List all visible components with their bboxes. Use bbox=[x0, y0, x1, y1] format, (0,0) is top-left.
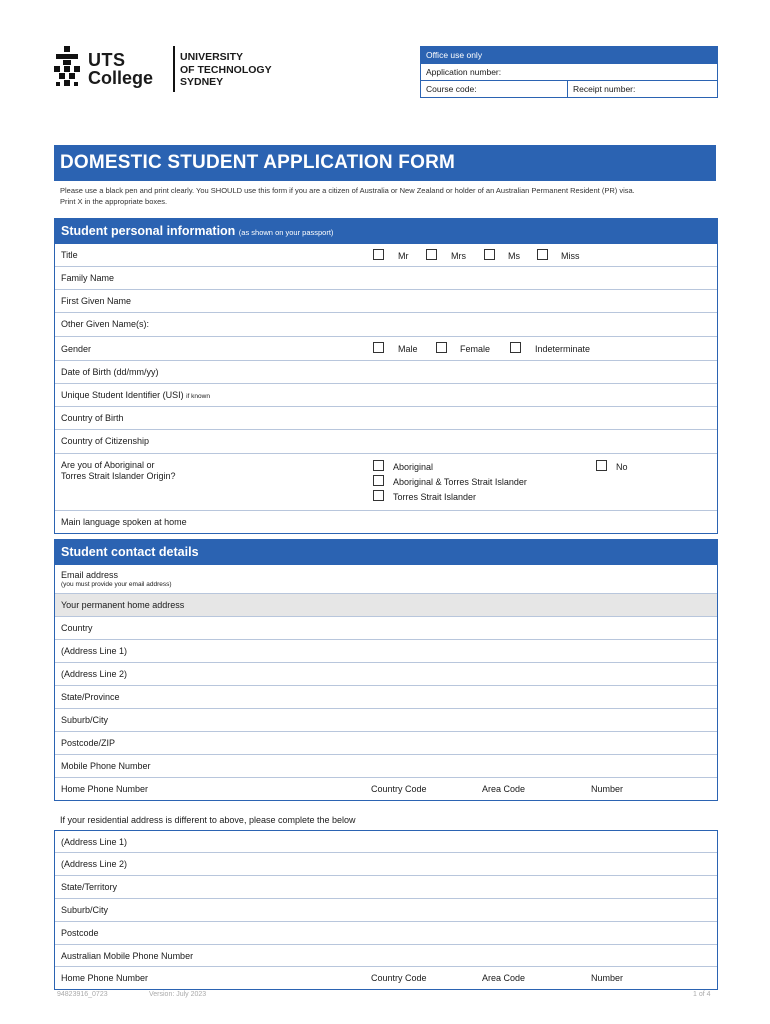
aboriginal-tsi-label: Aboriginal & Torres Strait Islander bbox=[393, 477, 527, 487]
home-phone-area-code: Area Code bbox=[482, 784, 526, 794]
main-language-row[interactable] bbox=[55, 510, 717, 533]
other-given-names-row[interactable] bbox=[55, 312, 717, 336]
aboriginal-question-line2: Torres Strait Islander Origin? bbox=[61, 471, 176, 481]
personal-info-heading bbox=[55, 219, 717, 244]
intro-text bbox=[60, 186, 710, 207]
res-address-line1-row[interactable] bbox=[55, 831, 717, 852]
gender-female-checkbox[interactable] bbox=[436, 342, 447, 353]
aboriginal-label: Aboriginal bbox=[393, 462, 434, 472]
gender-male-label: Male bbox=[398, 344, 418, 354]
title-ms-label: Ms bbox=[508, 251, 520, 261]
res-address-line2-label: (Address Line 2) bbox=[61, 859, 128, 869]
aboriginal-no-checkbox[interactable] bbox=[596, 460, 607, 471]
title-mrs-checkbox[interactable] bbox=[426, 249, 437, 260]
res-suburb-label: Suburb/City bbox=[61, 905, 109, 915]
contact-details-section bbox=[54, 539, 718, 801]
gender-label: Gender bbox=[61, 344, 92, 354]
aboriginal-question bbox=[61, 460, 176, 482]
res-area-code: Area Code bbox=[482, 973, 526, 983]
title-mr-label: Mr bbox=[398, 251, 409, 261]
title-miss-checkbox[interactable] bbox=[537, 249, 548, 260]
usi-row[interactable] bbox=[55, 383, 717, 406]
application-number-row[interactable] bbox=[421, 63, 717, 80]
permanent-address-label: Your permanent home address bbox=[61, 600, 185, 610]
suburb-city-row[interactable] bbox=[55, 708, 717, 731]
title-label: Title bbox=[61, 250, 78, 260]
tsi-checkbox[interactable] bbox=[373, 490, 384, 501]
tsi-label: Torres Strait Islander bbox=[393, 492, 477, 502]
country-of-birth-label: Country of Birth bbox=[61, 413, 124, 423]
country-row[interactable] bbox=[55, 616, 717, 639]
brand-line1: UTS bbox=[88, 50, 126, 70]
title-ms-checkbox[interactable] bbox=[484, 249, 495, 260]
address-line1-row[interactable] bbox=[55, 639, 717, 662]
res-mobile-row[interactable] bbox=[55, 944, 717, 966]
dob-label: Date of Birth (dd/mm/yy) bbox=[61, 367, 159, 377]
email-label: Email address bbox=[61, 570, 119, 580]
res-home-phone-label: Home Phone Number bbox=[61, 973, 149, 983]
office-use-header: Office use only bbox=[421, 47, 717, 63]
personal-info-heading-note: (as shown on your passport) bbox=[238, 228, 334, 237]
aboriginal-origin-row bbox=[55, 453, 717, 510]
home-phone-country-code: Country Code bbox=[371, 784, 427, 794]
family-name-row[interactable] bbox=[55, 266, 717, 289]
dob-row[interactable] bbox=[55, 360, 717, 383]
residential-instruction: If your residential address is different to above, please complete the below bbox=[60, 815, 356, 825]
res-state-row[interactable] bbox=[55, 875, 717, 898]
personal-info-section bbox=[54, 218, 718, 534]
res-mobile-label: Australian Mobile Phone Number bbox=[61, 951, 194, 961]
title-mr-checkbox[interactable] bbox=[373, 249, 384, 260]
address-line2-row[interactable] bbox=[55, 662, 717, 685]
mobile-phone-label: Mobile Phone Number bbox=[61, 761, 151, 771]
res-country-code: Country Code bbox=[371, 973, 427, 983]
aboriginal-no-label: No bbox=[616, 462, 628, 472]
res-postcode-label: Postcode bbox=[61, 928, 99, 938]
receipt-number-field[interactable]: Receipt number: bbox=[567, 81, 717, 97]
application-number-label: Application number: bbox=[426, 67, 502, 77]
res-postcode-row[interactable] bbox=[55, 921, 717, 944]
gender-indeterminate-label: Indeterminate bbox=[535, 344, 591, 354]
usi-label bbox=[61, 390, 210, 400]
state-province-label: State/Province bbox=[61, 692, 120, 702]
home-phone-label: Home Phone Number bbox=[61, 784, 149, 794]
uts-college-logo bbox=[52, 46, 282, 96]
intro-line2: Print X in the appropriate boxes. bbox=[60, 196, 168, 206]
state-province-row[interactable] bbox=[55, 685, 717, 708]
usi-note: if known bbox=[186, 393, 210, 400]
email-note: (you must provide your email address) bbox=[61, 581, 172, 588]
address-line1-label: (Address Line 1) bbox=[61, 646, 128, 656]
res-home-phone-row[interactable] bbox=[55, 966, 717, 989]
university-name bbox=[180, 51, 272, 89]
country-of-birth-row[interactable] bbox=[55, 406, 717, 429]
title-miss-label: Miss bbox=[561, 251, 580, 261]
gender-male-checkbox[interactable] bbox=[373, 342, 384, 353]
brand-line2: College bbox=[88, 68, 154, 88]
address-line2-label: (Address Line 2) bbox=[61, 669, 128, 679]
first-given-name-label: First Given Name bbox=[61, 296, 132, 306]
univ-line1: UNIVERSITY bbox=[180, 51, 244, 63]
email-label-group bbox=[61, 570, 172, 590]
personal-info-heading-text: Student personal information bbox=[61, 224, 236, 238]
permanent-address-row bbox=[55, 593, 717, 616]
gender-indeterminate-checkbox[interactable] bbox=[510, 342, 521, 353]
suburb-city-label: Suburb/City bbox=[61, 715, 109, 725]
footer-code: 94823916_0723 bbox=[57, 991, 108, 998]
title-mrs-label: Mrs bbox=[451, 251, 466, 261]
res-number: Number bbox=[591, 973, 624, 983]
gender-row bbox=[55, 336, 717, 360]
aboriginal-question-line1: Are you of Aboriginal or bbox=[61, 460, 155, 470]
email-row[interactable] bbox=[55, 565, 717, 593]
postcode-zip-row[interactable] bbox=[55, 731, 717, 754]
country-label: Country bbox=[61, 623, 93, 633]
gender-female-label: Female bbox=[460, 344, 491, 354]
postcode-zip-label: Postcode/ZIP bbox=[61, 738, 116, 748]
office-use-box bbox=[420, 46, 718, 98]
main-language-label: Main language spoken at home bbox=[61, 517, 187, 527]
other-given-names-label: Other Given Name(s): bbox=[61, 319, 150, 329]
res-address-line1-label: (Address Line 1) bbox=[61, 837, 128, 847]
res-suburb-row[interactable] bbox=[55, 898, 717, 921]
form-title: DOMESTIC STUDENT APPLICATION FORM bbox=[60, 152, 456, 173]
logo-divider bbox=[173, 46, 175, 92]
course-code-field[interactable]: Course code: bbox=[426, 84, 477, 94]
home-phone-row[interactable] bbox=[55, 777, 717, 800]
res-address-line2-row[interactable] bbox=[55, 852, 717, 875]
form-title-band bbox=[54, 145, 716, 181]
residential-address-section bbox=[54, 830, 718, 990]
country-of-citizenship-label: Country of Citizenship bbox=[61, 436, 150, 446]
country-of-citizenship-row[interactable] bbox=[55, 429, 717, 453]
aboriginal-tsi-checkbox[interactable] bbox=[373, 475, 384, 486]
title-row bbox=[55, 244, 717, 266]
footer-page: 1 of 4 bbox=[693, 991, 711, 998]
family-name-label: Family Name bbox=[61, 273, 115, 283]
univ-line3: SYDNEY bbox=[180, 76, 224, 88]
first-given-name-row[interactable] bbox=[55, 289, 717, 312]
footer-version: Version: July 2023 bbox=[149, 991, 207, 998]
contact-details-heading: Student contact details bbox=[55, 540, 717, 565]
intro-line1: Please use a black pen and print clearly. You SHOULD use this form if you are a citizen of Australia or New Zealand or holder of an Australian Permanent Resident (PR) visa. bbox=[60, 186, 635, 195]
usi-label-text: Unique Student Identifier (USI) bbox=[61, 390, 184, 400]
uts-crest-icon bbox=[52, 46, 82, 90]
univ-line2: OF TECHNOLOGY bbox=[180, 63, 272, 76]
course-receipt-row bbox=[421, 80, 717, 97]
res-state-label: State/Territory bbox=[61, 882, 118, 892]
mobile-phone-row[interactable] bbox=[55, 754, 717, 777]
aboriginal-checkbox[interactable] bbox=[373, 460, 384, 471]
home-phone-number: Number bbox=[591, 784, 624, 794]
